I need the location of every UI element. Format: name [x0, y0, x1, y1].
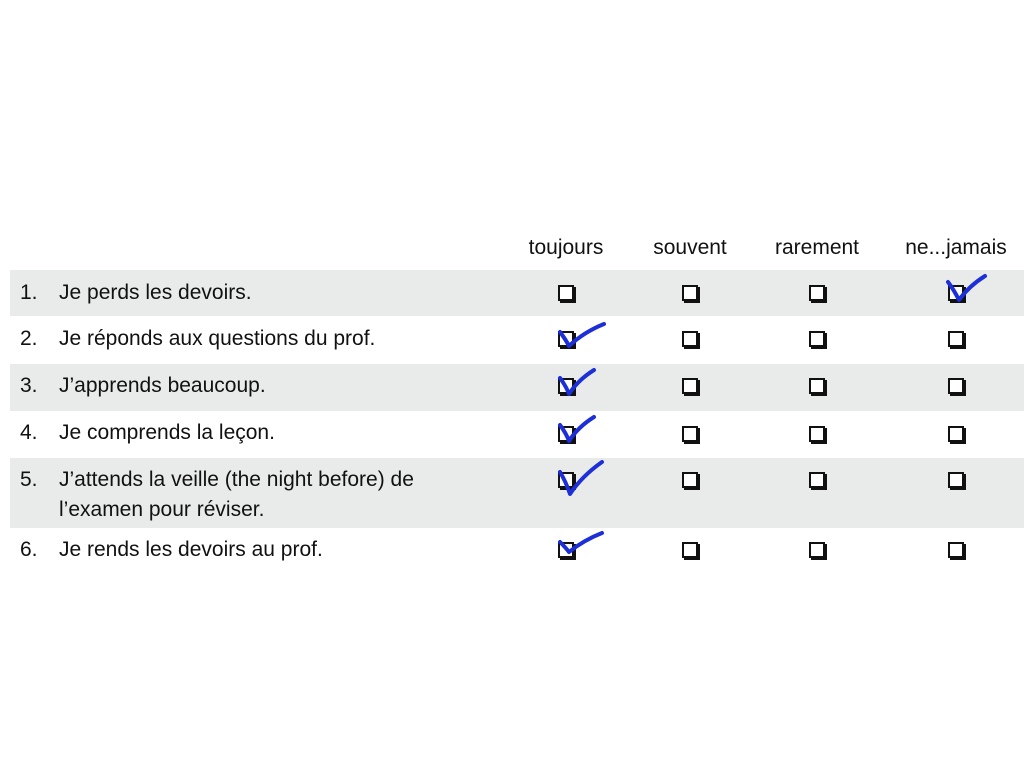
checkbox-souvent[interactable] — [682, 472, 698, 488]
handwritten-checkmark-icon — [556, 458, 608, 498]
column-header-toujours: toujours — [528, 236, 604, 259]
row-number: 6. — [20, 538, 38, 561]
row-number: 5. — [20, 468, 38, 491]
checkbox-rarement[interactable] — [809, 285, 825, 301]
checkbox-ne-jamais[interactable] — [948, 472, 964, 488]
statement-text-continued: l’examen pour réviser. — [59, 498, 265, 521]
row-number: 1. — [20, 281, 38, 304]
checkbox-rarement[interactable] — [809, 331, 825, 347]
row-number: 3. — [20, 374, 38, 397]
handwritten-checkmark-icon — [556, 366, 602, 400]
statement-text: J’apprends beaucoup. — [59, 374, 266, 397]
row-number: 4. — [20, 421, 38, 444]
statement-text: Je réponds aux questions du prof. — [59, 327, 376, 350]
checkbox-toujours[interactable] — [558, 285, 574, 301]
checkbox-souvent[interactable] — [682, 331, 698, 347]
statement-text: Je comprends la leçon. — [59, 421, 275, 444]
handwritten-checkmark-icon — [556, 413, 602, 447]
checkbox-souvent[interactable] — [682, 378, 698, 394]
checkbox-ne-jamais[interactable] — [948, 426, 964, 442]
checkbox-ne-jamais[interactable] — [948, 378, 964, 394]
handwritten-checkmark-icon — [556, 320, 608, 352]
checkbox-rarement[interactable] — [809, 542, 825, 558]
checkbox-rarement[interactable] — [809, 378, 825, 394]
checkbox-rarement[interactable] — [809, 426, 825, 442]
handwritten-checkmark-icon — [945, 272, 989, 306]
row-number: 2. — [20, 327, 38, 350]
checkbox-souvent[interactable] — [682, 285, 698, 301]
handwritten-checkmark-icon — [556, 530, 608, 556]
checkbox-rarement[interactable] — [809, 472, 825, 488]
statement-text: Je perds les devoirs. — [59, 281, 252, 304]
statement-text: Je rends les devoirs au prof. — [59, 538, 323, 561]
column-header-ne-jamais: ne...jamais — [905, 236, 1007, 259]
checkbox-ne-jamais[interactable] — [948, 542, 964, 558]
column-header-souvent: souvent — [653, 236, 727, 259]
statement-text: J’attends la veille (the night before) de — [59, 468, 414, 491]
checkbox-souvent[interactable] — [682, 426, 698, 442]
column-header-rarement: rarement — [774, 236, 860, 259]
checkbox-ne-jamais[interactable] — [948, 331, 964, 347]
checkbox-souvent[interactable] — [682, 542, 698, 558]
